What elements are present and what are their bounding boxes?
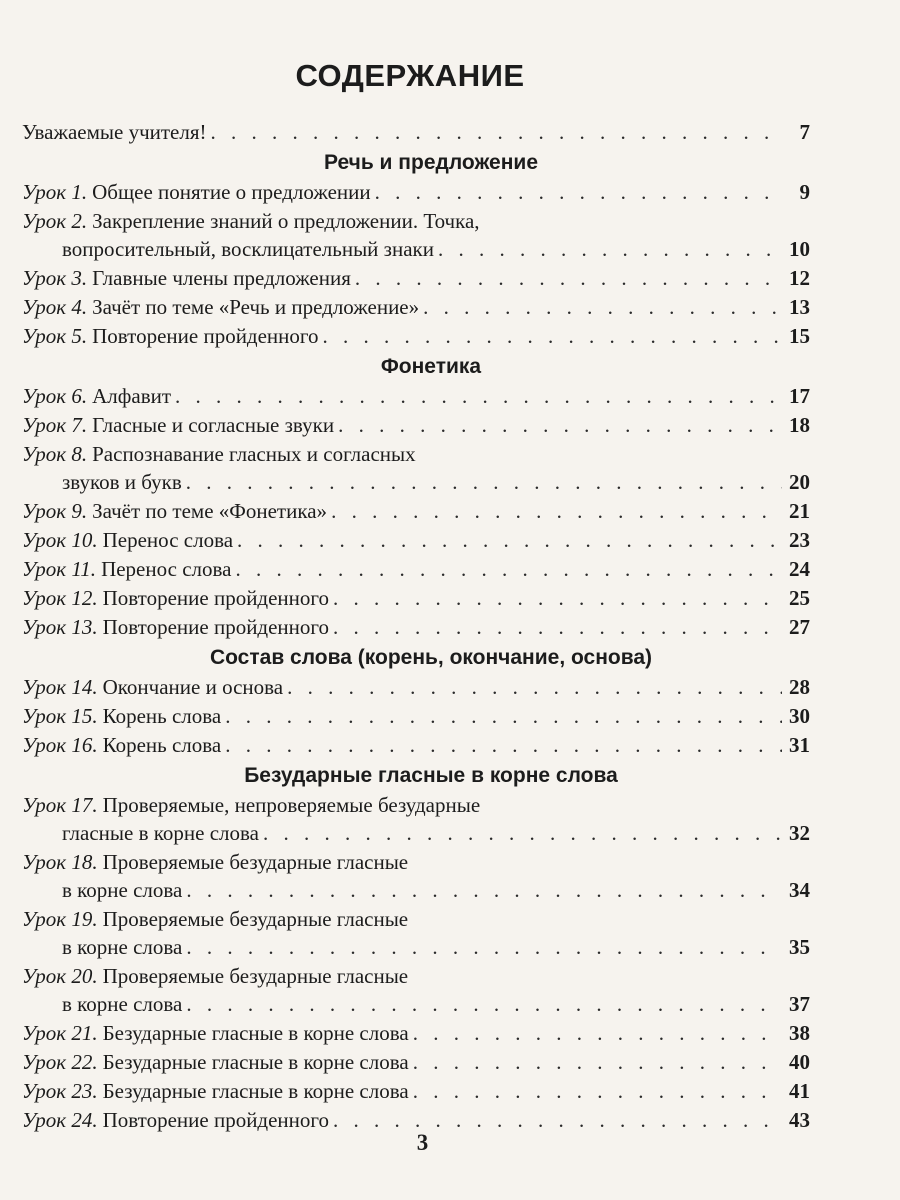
toc-entry-line	[22, 731, 810, 760]
toc-entry-line	[22, 1048, 810, 1077]
toc-entry	[22, 791, 810, 848]
lesson-number: Урок 2.	[22, 209, 88, 233]
toc-entry	[22, 322, 810, 351]
toc-entry-title	[22, 702, 221, 731]
lesson-number: Урок 10.	[22, 528, 98, 552]
toc-page-number: 24	[789, 557, 810, 581]
toc-entry-title	[22, 905, 408, 933]
lesson-number: Урок 6.	[22, 384, 88, 408]
page-number: 3	[416, 1130, 429, 1155]
lesson-number: Урок 14.	[22, 675, 98, 699]
toc-page-number: 27	[789, 615, 810, 639]
lesson-topic: Главные члены предложения	[92, 266, 351, 290]
toc-entry	[22, 905, 810, 962]
dot-leader	[287, 673, 782, 702]
lesson-number: Урок 17.	[22, 793, 98, 817]
toc-page-number: 43	[789, 1108, 810, 1132]
toc-entry-line	[22, 264, 810, 293]
toc-entry-title	[22, 673, 283, 702]
dot-leader	[375, 178, 782, 207]
dot-leader	[338, 411, 782, 440]
toc-entry	[22, 673, 810, 702]
lesson-topic: Повторение пройденного	[102, 615, 330, 639]
lesson-number: Урок 12.	[22, 586, 98, 610]
toc-entry-line	[22, 702, 810, 731]
toc-entry-line	[22, 1077, 810, 1106]
toc-page-number: 35	[789, 935, 810, 959]
lesson-number: Урок 21.	[22, 1021, 98, 1045]
lesson-topic: Алфавит	[92, 384, 172, 408]
toc-entry-title	[22, 1048, 409, 1077]
toc-entry-intro	[22, 118, 810, 147]
toc-entry-title	[22, 264, 351, 293]
toc-entry-line	[22, 791, 810, 819]
lesson-number: Урок 7.	[22, 413, 88, 437]
lesson-topic: Общее понятие о предложении	[92, 180, 371, 204]
toc-entry-line	[22, 322, 810, 351]
toc-entry-line	[22, 555, 810, 584]
dot-leader	[186, 876, 782, 905]
toc-entry-line	[22, 468, 810, 497]
toc-entry-title	[22, 411, 334, 440]
lesson-topic: Проверяемые безударные гласные	[102, 964, 409, 988]
lesson-topic: Распознавание гласных и согласных	[92, 442, 416, 466]
lesson-topic-continued: вопросительный, восклицательный знаки	[62, 237, 434, 261]
toc-page-number: 38	[789, 1021, 810, 1045]
toc-page-number: 20	[789, 470, 810, 494]
lesson-number: Урок 24.	[22, 1108, 98, 1132]
lesson-topic: Безударные гласные в корне слова	[102, 1079, 409, 1103]
toc-page-number: 31	[789, 733, 810, 757]
toc-page-number: 40	[789, 1050, 810, 1074]
toc-entry	[22, 526, 810, 555]
lesson-topic: Зачёт по теме «Фонетика»	[92, 499, 328, 523]
dot-leader	[355, 264, 782, 293]
toc-entry-line	[22, 933, 810, 962]
lesson-topic-continued: в корне слова	[62, 935, 183, 959]
lesson-topic-continued: в корне слова	[62, 878, 183, 902]
dot-leader	[225, 731, 782, 760]
toc-entry-line	[22, 848, 810, 876]
dot-leader	[333, 613, 782, 642]
section-heading: Состав слова (корень, окончание, основа)	[209, 646, 653, 669]
lesson-topic: Окончание и основа	[102, 675, 284, 699]
toc-page-number: 10	[789, 237, 810, 261]
toc-page-number: 23	[789, 528, 810, 552]
section-heading: Речь и предложение	[323, 151, 539, 174]
table-of-contents	[22, 118, 810, 1135]
toc-entry	[22, 178, 810, 207]
toc-page-number: 32	[789, 821, 810, 845]
toc-page-number: 25	[789, 586, 810, 610]
lesson-topic: Зачёт по теме «Речь и предложение»	[92, 295, 420, 319]
toc-entry-title	[22, 207, 480, 235]
toc-entry-title	[22, 382, 171, 411]
toc-entry	[22, 264, 810, 293]
lesson-number: Урок 5.	[22, 324, 88, 348]
lesson-topic: Проверяемые безударные гласные	[102, 907, 409, 931]
toc-page-number: 28	[789, 675, 810, 699]
dot-leader	[413, 1048, 782, 1077]
toc-entry	[22, 731, 810, 760]
dot-leader	[413, 1077, 782, 1106]
lesson-number: Урок 18.	[22, 850, 98, 874]
toc-entry-line	[22, 440, 810, 468]
toc-entry-line	[22, 584, 810, 613]
lesson-topic: Безударные гласные в корне слова	[102, 1021, 409, 1045]
toc-entry-line	[22, 1019, 810, 1048]
toc-entry-line	[22, 613, 810, 642]
toc-entry-title	[22, 731, 221, 760]
lesson-topic: Корень слова	[102, 704, 222, 728]
toc-entry-title	[22, 322, 319, 351]
lesson-number: Урок 9.	[22, 499, 88, 523]
toc-entry	[22, 848, 810, 905]
toc-entry-title	[22, 178, 371, 207]
toc-page-number: 34	[789, 878, 810, 902]
toc-entry-title	[22, 962, 408, 990]
lesson-topic: Проверяемые безударные гласные	[102, 850, 409, 874]
section-heading: Фонетика	[380, 355, 482, 378]
lesson-topic: Безударные гласные в корне слова	[102, 1050, 409, 1074]
toc-entry	[22, 293, 810, 322]
toc-page-number: 17	[789, 384, 810, 408]
toc-entry	[22, 1077, 810, 1106]
toc-entry-title	[22, 440, 416, 468]
dot-leader	[186, 468, 782, 497]
lesson-number: Урок 3.	[22, 266, 88, 290]
toc-page-number: 13	[789, 295, 810, 319]
toc-entry-line	[22, 178, 810, 207]
dot-leader	[333, 584, 782, 613]
toc-entry	[22, 613, 810, 642]
toc-entry	[22, 555, 810, 584]
toc-page-number: 41	[789, 1079, 810, 1103]
toc-entry	[22, 962, 810, 1019]
toc-entry-title	[22, 584, 329, 613]
dot-leader	[413, 1019, 782, 1048]
toc-page-number: 21	[789, 499, 810, 523]
page-title: СОДЕРЖАНИЕ	[295, 58, 525, 93]
toc-entry-title	[22, 1077, 409, 1106]
toc-entry-title	[22, 293, 419, 322]
lesson-number: Урок 8.	[22, 442, 88, 466]
lesson-topic: Гласные и согласные звуки	[92, 413, 335, 437]
toc-entry	[22, 1048, 810, 1077]
toc-entry	[22, 497, 810, 526]
toc-entry-title	[22, 1019, 409, 1048]
toc-entry-line	[22, 497, 810, 526]
toc-entry-title	[22, 497, 327, 526]
toc-entry-line	[22, 207, 810, 235]
lesson-topic: Перенос слова	[102, 528, 234, 552]
dot-leader	[237, 526, 782, 555]
toc-entry-title	[22, 848, 408, 876]
toc-entry-line	[22, 962, 810, 990]
toc-page-number: 37	[789, 992, 810, 1016]
dot-leader	[235, 555, 782, 584]
lesson-number: Урок 11.	[22, 557, 97, 581]
toc-entry-title	[22, 526, 233, 555]
lesson-topic-continued: в корне слова	[62, 992, 183, 1016]
lesson-topic: Проверяемые, непроверяемые безударные	[102, 793, 481, 817]
dot-leader	[186, 990, 782, 1019]
lesson-number: Урок 15.	[22, 704, 98, 728]
lesson-number: Урок 1.	[22, 180, 88, 204]
toc-entry-line	[22, 905, 810, 933]
dot-leader	[263, 819, 782, 848]
toc-entry-line	[22, 990, 810, 1019]
dot-leader	[175, 382, 782, 411]
toc-entry	[22, 584, 810, 613]
dot-leader	[331, 497, 782, 526]
toc-entry-text: Уважаемые учителя!	[22, 120, 207, 144]
dot-leader	[211, 118, 782, 147]
toc-entry-title	[22, 791, 480, 819]
toc-entry-line	[22, 382, 810, 411]
toc-entry-line	[22, 235, 810, 264]
toc-entry-title	[22, 613, 329, 642]
dot-leader	[323, 322, 782, 351]
lesson-number: Урок 19.	[22, 907, 98, 931]
toc-entry-line	[22, 411, 810, 440]
lesson-number: Урок 20.	[22, 964, 98, 988]
toc-page-number: 15	[789, 324, 810, 348]
toc-entry-title	[22, 555, 231, 584]
dot-leader	[423, 293, 782, 322]
toc-page-number: 18	[789, 413, 810, 437]
toc-entry	[22, 382, 810, 411]
toc-entry	[22, 411, 810, 440]
toc-page-number: 12	[789, 266, 810, 290]
lesson-number: Урок 13.	[22, 615, 98, 639]
toc-page-number: 30	[789, 704, 810, 728]
toc-entry	[22, 1019, 810, 1048]
lesson-number: Урок 4.	[22, 295, 88, 319]
lesson-topic: Корень слова	[102, 733, 222, 757]
dot-leader	[186, 933, 782, 962]
lesson-topic: Повторение пройденного	[102, 1108, 330, 1132]
toc-entry-line	[22, 293, 810, 322]
lesson-topic: Повторение пройденного	[102, 586, 330, 610]
toc-entry-line	[22, 673, 810, 702]
dot-leader	[225, 702, 782, 731]
lesson-number: Урок 16.	[22, 733, 98, 757]
toc-entry	[22, 207, 810, 264]
toc-page-number: 7	[799, 120, 810, 144]
toc-entry-line	[22, 526, 810, 555]
lesson-topic: Повторение пройденного	[92, 324, 319, 348]
lesson-topic: Перенос слова	[101, 557, 232, 581]
toc-entry-line	[22, 876, 810, 905]
toc-entry	[22, 702, 810, 731]
toc-page-number: 9	[799, 180, 810, 204]
lesson-number: Урок 23.	[22, 1079, 98, 1103]
toc-entry	[22, 440, 810, 497]
lesson-number: Урок 22.	[22, 1050, 98, 1074]
lesson-topic-continued: гласные в корне слова	[62, 821, 259, 845]
dot-leader	[438, 235, 782, 264]
lesson-topic-continued: звуков и букв	[62, 470, 182, 494]
lesson-topic: Закрепление знаний о предложении. Точка,	[92, 209, 480, 233]
section-heading: Безударные гласные в корне слова	[244, 764, 618, 787]
toc-entry-line	[22, 819, 810, 848]
